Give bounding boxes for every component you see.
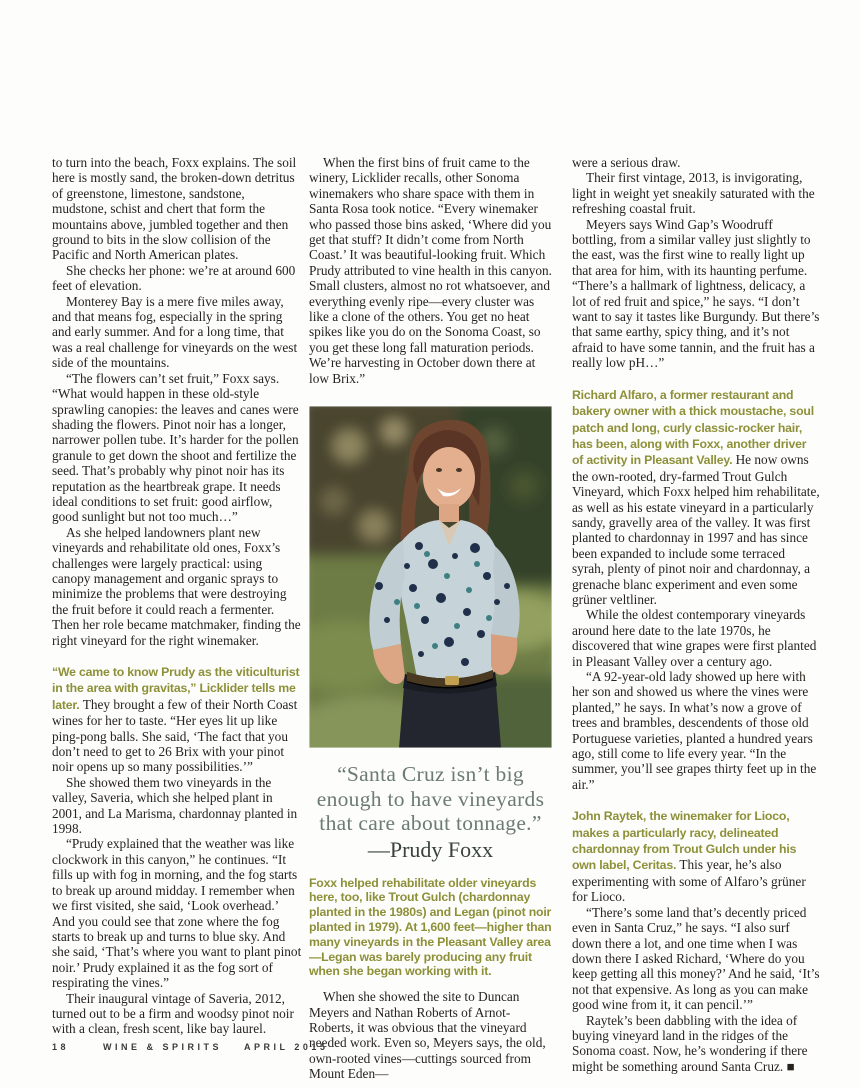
body-paragraph: to turn into the beach, Foxx explains. The soil here is mostly sand, the broken-down detritus of greenstone, limestone, sandstone, mudstone, schist and chert that form the mountains above, jumbled together and then ground to bits in the slow collision of the Pacific and North American plates. — [52, 155, 297, 263]
section-paragraph: John Raytek, the winemaker for Lioco, makes a particularly racy, delineated chardonnay from Trout Gulch under his own label, Ceritas. This year, he’s also experimenting with some of Alfaro’s grüner for Lioco. — [572, 809, 806, 905]
issue-date: APRIL 2015 — [244, 1042, 329, 1052]
photo-caption: Foxx helped rehabilitate older vineyards here, too, like Trout Gulch (chardonnay planted in the 1980s) and Legan (pinot noir planted in 1979). At 1,600 feet—higher than many vineyards in the Pleasant Valley area—Legan was barely producing any fruit when she began working with it. — [309, 875, 552, 979]
body-paragraph: While the oldest contemporary vineyards around here date to the late 1970s, he discovered that wine grapes were first planted in Pleasant Valley over a century ago. — [572, 607, 817, 669]
section-paragraph: Richard Alfaro, a former restaurant and bakery owner with a thick moustache, soul patch and long, curly classic-rocker hair, has been, along with Foxx, another driver of activity in Pleasant Valley. He now owns the own-rooted, dry-farmed Trout Gulch Vineyard, which Foxx helped him rehabilitate, as well as his estate vineyard in a particularly sandy, gravelly area of the valley. It was first planted to chardonnay in 1997 and has since been expanded to include some terraced syrah, plenty of pinot noir and chardonnay, a grenache blanc experiment and even some grüner veltliner. — [572, 387, 820, 607]
body-paragraph: When she showed the site to Duncan Meyers and Nathan Roberts of Arnot-Roberts, it was obvious that the vineyard needed work. Even so, Meyers says, the old, own-rooted vines—cuttings sourced from Mount Eden— — [309, 989, 546, 1082]
body-paragraph: As she helped landowners plant new vineyards and rehabilitate old ones, Foxx’s challenges were largely practical: using canopy management and organic sprays to minimize the problems that were destroying the fruit before it could reach a fermenter. Then her role became matchmaker, finding the right vineyard for the right winemaker. — [52, 524, 301, 648]
section-lead-text: John Raytek, the winemaker for Lioco, makes a particularly racy, delineated chardonnay from Trout Gulch under his own label, Ceritas. — [572, 809, 797, 873]
pull-quote — [309, 762, 552, 863]
section-paragraph: “We came to know Prudy as the viticulturist in the area with gravitas,” Licklider tells me later. They brought a few of their North Coast wines for her to taste. “Her eyes lit up like ping-pong balls. She said, ‘The fact that you don’t need to get to 26 Brix with your pinot noir opens up so many possibilities.’” — [52, 665, 300, 775]
column-center-bottom — [309, 989, 552, 1081]
column-center — [309, 155, 552, 1082]
body-paragraph: Monterey Bay is a mere five miles away, and that means fog, especially in the spring and early summer. And for a long time, that was a real challenge for vineyards on the west side of the mountains. — [52, 293, 298, 371]
column-right — [572, 155, 820, 1074]
pull-quote-text: “Santa Cruz isn’t big enough to have vineyards that care about tonnage.” — [316, 762, 545, 836]
body-paragraph: She checks her phone: we’re at around 600 feet of elevation. — [52, 262, 296, 294]
page-footer — [52, 1042, 328, 1052]
body-paragraph: When the first bins of fruit came to the winery, Licklider recalls, other Sonoma winemakers who share space with them in Santa Rosa took notice. “Every winemaker who passed those bins asked, ‘Where did you get that stuff? It didn’t come from North Coast.’ It was beautiful-looking fruit. Which Prudy attributed to vine health in this canyon. Small clusters, almost no rot whatsoever, and everything evenly ripe—every cluster was like a clone of the others. You get no heat spikes like you do on the Sonoma Coast, so you get these long fall maturation periods. We’re harvesting in October down there at low Brix.” — [309, 155, 552, 386]
section-lead-text: “We came to know Prudy as the viticulturist in the area with gravitas,” Licklider tells me later. — [52, 665, 300, 712]
column-center-top — [309, 155, 552, 386]
body-paragraph: were a serious draw. — [572, 155, 681, 170]
body-paragraph: She showed them two vineyards in the valley, Saveria, which she helped plant in 2001, and La Marisma, chardonnay planted in 1998. — [52, 774, 298, 837]
prudy-foxx-photo — [309, 406, 552, 748]
body-paragraph: “Prudy explained that the weather was like clockwork in this canyon,” he continues. “It fills up with fog in morning, and the fog starts to break up around midday. I remember when we first visited, she said, ‘Look overhead.’ And you could see that zone where the fog starts to break up and turns to blue sky. And she said, ‘That’s where you want to plant pinot noir.’ Prudy explained it as the fog sort of respirating the vines.” — [52, 836, 302, 991]
section-lead-text: Richard Alfaro, a former restaurant and bakery owner with a thick moustache, soul patch and long, curly classic-rocker hair, has been, along with Foxx, another driver of activity in Pleasant Valley. — [572, 387, 814, 468]
column-left — [52, 155, 302, 1037]
body-paragraph: “There’s some land that’s decently priced even in Santa Cruz,” he says. “I also surf down there a lot, and one time when I was down there I asked Richard, ‘Where do you keep getting all this money?’ And he said, ‘It’s not that expensive. As long as you can make good wine from it, it can pencil.’” — [572, 904, 820, 1013]
page-number: 18 — [52, 1042, 70, 1052]
body-paragraph: Meyers says Wind Gap’s Woodruff bottling, from a similar valley just slightly to the east, was the first wine to really light up that area for him, with its haunting perfume. “There’s a hallmark of lightness, delicacy, a lot of red fruit and spice,” he says. “I don’t want to say it tastes like Burgundy. But there’s that same earthy, spicy thing, and it’s not afraid to have some tannin, and the fruit has a really low pH…” — [572, 216, 820, 371]
body-paragraph: Their inaugural vintage of Saveria, 2012, turned out to be a firm and woodsy pinot noir with a clean, fresh scent, like bay laurel. — [52, 990, 294, 1037]
body-paragraph: “The flowers can’t set fruit,” Foxx says. “What would happen in these old-style sprawling canopies: the leaves and canes were shading the flowers. Pinot noir has a longer, narrower pollen tube. It’s harder for the pollen granule to get down the shoot and fertilize the seed. That’s probably why pinot noir has its reputation as the heartbreak grape. It needs ideal conditions to set fruit: good airflow, good sunlight but not too much…” — [52, 370, 299, 525]
body-paragraph: “A 92-year-old lady showed up here with her son and showed us where the vines were planted,” he says. In what’s now a grove of trees and brambles, descendents of those old Portuguese varieties, planted a hundred years ago, still come to life every year. “In the summer, you’ll see grapes thirty feet up in the air.” — [572, 669, 817, 792]
pull-quote-attribution: —Prudy Foxx — [367, 836, 494, 862]
body-paragraph: Raytek’s been dabbling with the idea of buying vineyard land in the ridges of the Sonoma coast. Now, he’s wondering if there might be something around Santa Cruz. ■ — [572, 1012, 808, 1074]
magazine-name: WINE & SPIRITS — [103, 1042, 223, 1052]
body-paragraph: Their first vintage, 2013, is invigorating, light in weight yet sneakily saturated with the refreshing coastal fruit. — [572, 170, 815, 217]
